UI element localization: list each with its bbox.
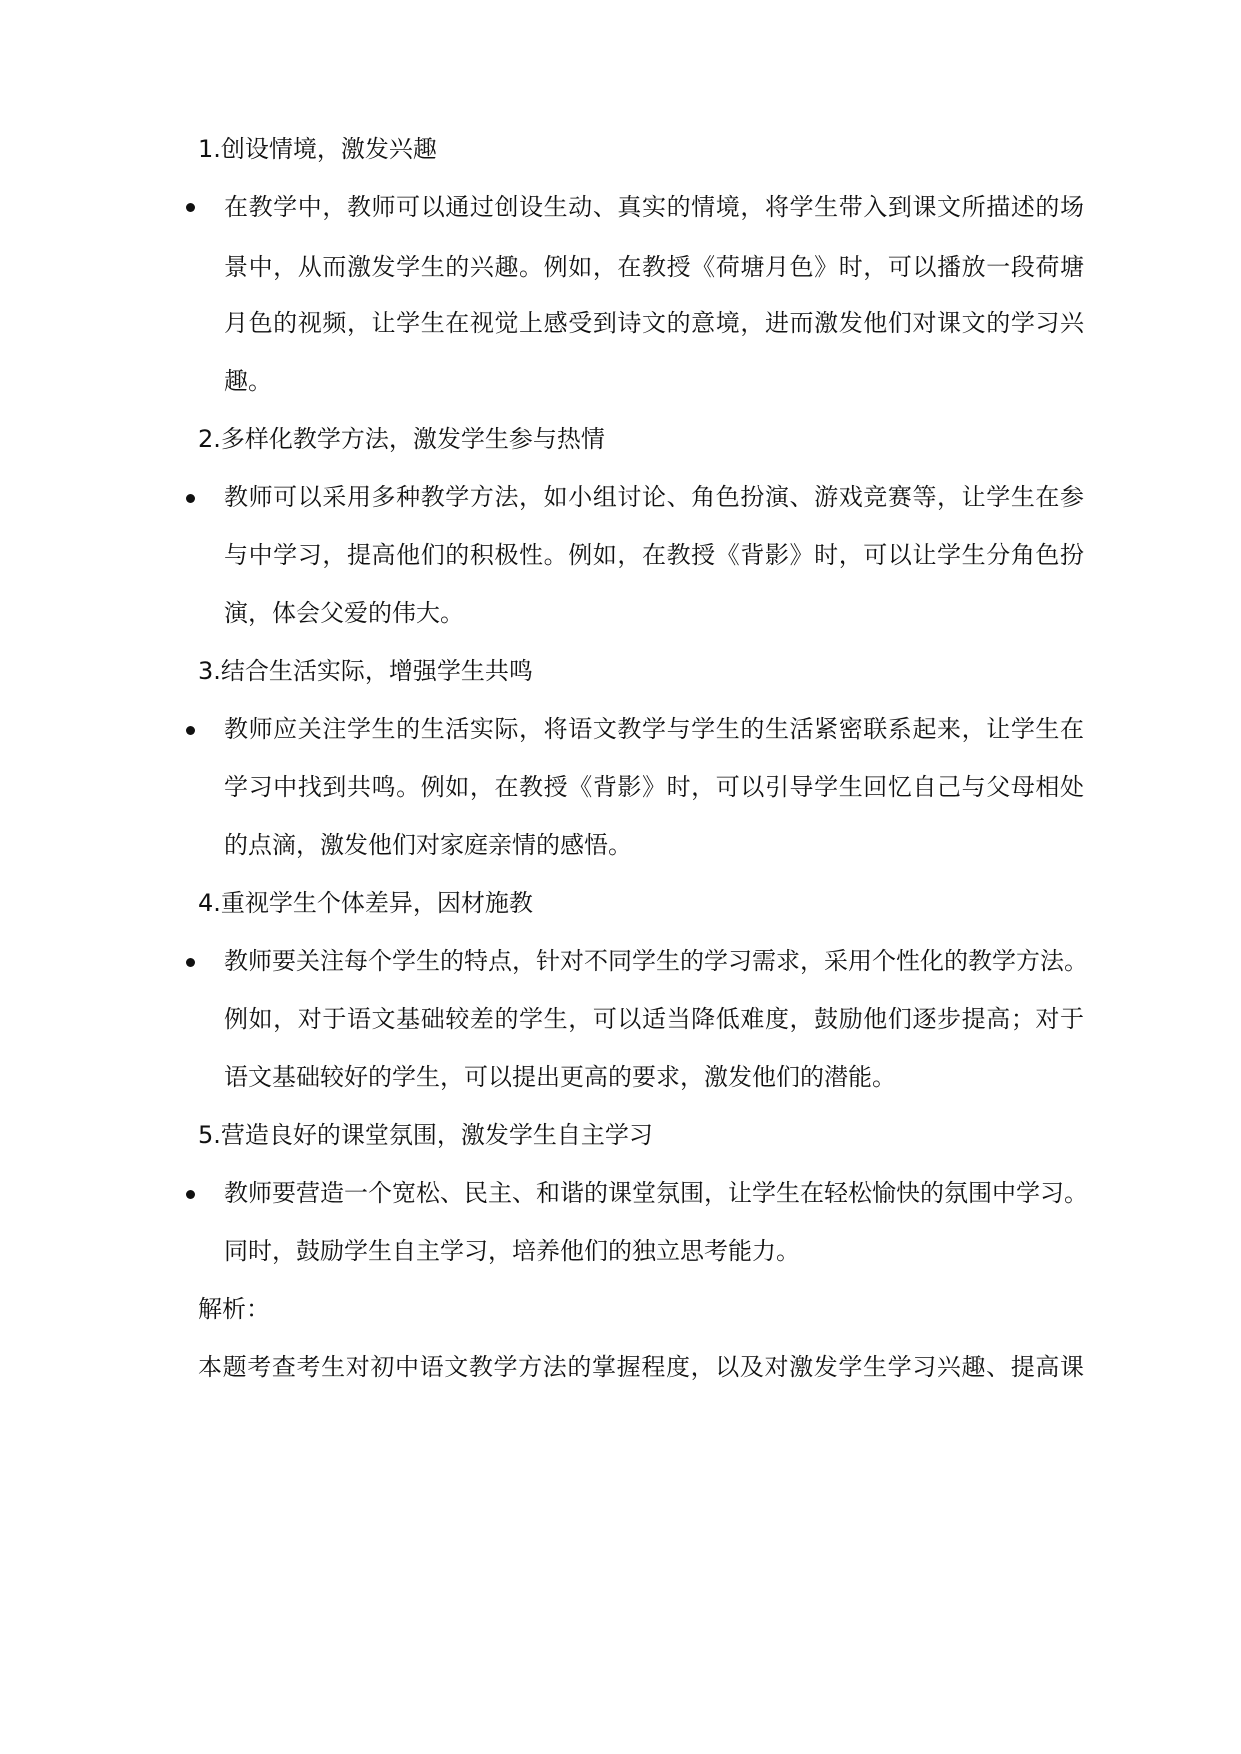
section-3-title: 结合生活实际，增强学生共鸣: [220, 657, 533, 685]
bullet-dot-icon: [186, 1190, 195, 1199]
section-2-title: 多样化教学方法，激发学生参与热情: [220, 425, 605, 453]
section-1-line-3: 月色的视频，让学生在视觉上感受到诗文的意境，进而激发他们对课文的学习兴: [224, 309, 1084, 337]
section-2-line-1: 教师可以采用多种教学方法，如小组讨论、角色扮演、游戏竞赛等，让学生在参: [224, 483, 1084, 511]
section-5-heading: [198, 1118, 653, 1152]
bullet-dot-icon: [186, 726, 195, 735]
section-1-line-1: 在教学中，教师可以通过创设生动、真实的情境，将学生带入到课文所描述的场: [224, 193, 1084, 221]
section-5-title: 营造良好的课堂氛围，激发学生自主学习: [220, 1121, 653, 1149]
section-1-title: 创设情境，激发兴趣: [220, 135, 437, 163]
section-3-line-1: 教师应关注学生的生活实际，将语文教学与学生的生活紧密联系起来，让学生在: [224, 715, 1084, 743]
section-4-line-1: 教师要关注每个学生的特点，针对不同学生的学习需求，采用个性化的教学方法。: [224, 947, 1088, 975]
section-4-line-2: 例如，对于语文基础较差的学生，可以适当降低难度，鼓励他们逐步提高；对于: [224, 1005, 1084, 1033]
section-4-line-3: 语文基础较好的学生，可以提出更高的要求，激发他们的潜能。: [224, 1063, 896, 1091]
bullet-dot-icon: [186, 494, 195, 503]
section-2-line-3: 演，体会父爱的伟大。: [224, 599, 464, 627]
section-2-line-2: 与中学习，提高他们的积极性。例如，在教授《背影》时，可以让学生分角色扮: [224, 541, 1084, 569]
section-1-line-4: 趣。: [224, 367, 272, 395]
analysis-text: 本题考查考生对初中语文教学方法的掌握程度，以及对激发学生学习兴趣、提高课: [198, 1353, 1084, 1381]
section-4-number: 4.: [198, 889, 221, 917]
section-3-line-2: 学习中找到共鸣。例如，在教授《背影》时，可以引导学生回忆自己与父母相处: [224, 773, 1084, 801]
section-1-number: 1.: [198, 135, 221, 163]
section-5-number: 5.: [198, 1121, 221, 1149]
bullet-dot-icon: [186, 203, 195, 212]
section-3-line-3: 的点滴，激发他们对家庭亲情的感悟。: [224, 831, 632, 859]
section-1-heading: [198, 132, 437, 166]
section-3-number: 3.: [198, 657, 221, 685]
section-1-line-2: 景中，从而激发学生的兴趣。例如，在教授《荷塘月色》时，可以播放一段荷塘: [224, 253, 1084, 281]
section-2-heading: [198, 422, 605, 456]
section-5-line-1: 教师要营造一个宽松、民主、和谐的课堂氛围，让学生在轻松愉快的氛围中学习。: [224, 1179, 1088, 1207]
bullet-dot-icon: [186, 958, 195, 967]
section-4-title: 重视学生个体差异，因材施教: [220, 889, 533, 917]
section-5-line-2: 同时，鼓励学生自主学习，培养他们的独立思考能力。: [224, 1237, 800, 1265]
section-4-heading: [198, 886, 533, 920]
section-3-heading: [198, 654, 533, 688]
section-2-number: 2.: [198, 425, 221, 453]
analysis-label: 解析：: [198, 1295, 270, 1323]
